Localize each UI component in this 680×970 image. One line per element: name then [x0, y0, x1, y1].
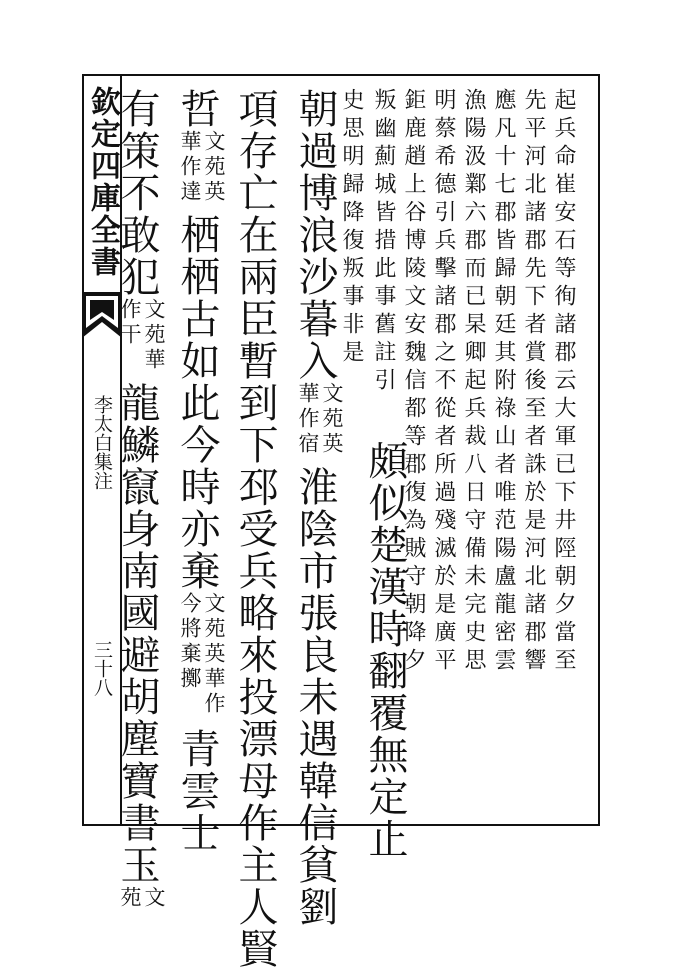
poem-text: 有策不敢犯 [114, 88, 160, 298]
collection-title: 欽定四庫全書 [85, 86, 120, 278]
text-column [428, 88, 456, 818]
inline-annotation: 文苑英華作宿 [296, 382, 344, 457]
commentary-text: 先平河北諸郡先下者賞後至者誅於是河北諸郡響 [521, 88, 546, 676]
poem-text: 栖栖古如此今時亦棄 [174, 214, 220, 592]
text-column [368, 88, 396, 448]
commentary-text: 鉅鹿趙上谷博陵文安魏信都等郡復為賊守朝降夕 [401, 88, 426, 676]
poem-text: 青雲士 [174, 728, 220, 854]
commentary-text: 史思明歸降復叛事非是 [339, 88, 364, 368]
commentary-text: 明蔡希德引兵擊諸郡之不從者所過殘滅於是廣平 [431, 88, 456, 676]
poem-text: 淮陰市張良未遇韓信貧劉 [292, 466, 338, 928]
text-column [226, 88, 284, 970]
text-column [488, 88, 516, 818]
inline-annotation: 文苑華作干 [118, 298, 166, 373]
text-column [286, 88, 344, 928]
inline-annotation: 文苑英華作達 [178, 130, 226, 205]
poem-text: 朝過博浪沙暮入 [292, 88, 338, 382]
page-number: 三十八 [91, 640, 113, 697]
poem-text: 項存亡在兩臣暫到下邳受兵略來投漂母作主人賢 [232, 88, 278, 970]
commentary-text: 起兵命崔安石等徇諸郡云大軍已下井陘朝夕當至 [551, 88, 576, 676]
book-title: 李太白集注 [91, 395, 113, 490]
text-column [168, 88, 226, 854]
poem-text: 哲 [174, 88, 220, 130]
text-column [518, 88, 546, 818]
text-column [356, 440, 414, 860]
inline-annotation: 文苑英華作今將棄擲 [178, 592, 226, 717]
text-column [458, 88, 486, 818]
commentary-text: 應凡十七郡皆歸朝廷其附祿山者唯范陽盧龍密雲 [491, 88, 516, 676]
poem-text: 頗似楚漢時翻覆無定止 [362, 440, 408, 860]
inline-annotation: 文苑 [118, 886, 166, 911]
text-column [108, 88, 166, 911]
poem-text: 龍鱗竄身南國避胡塵寶書玉 [114, 382, 160, 886]
text-column [548, 88, 576, 818]
commentary-text: 漁陽汲鄴六郡而已杲卿起兵裁八日守備未完史思 [461, 88, 486, 676]
commentary-text: 叛幽薊城皆措此事舊註引 [371, 88, 396, 396]
